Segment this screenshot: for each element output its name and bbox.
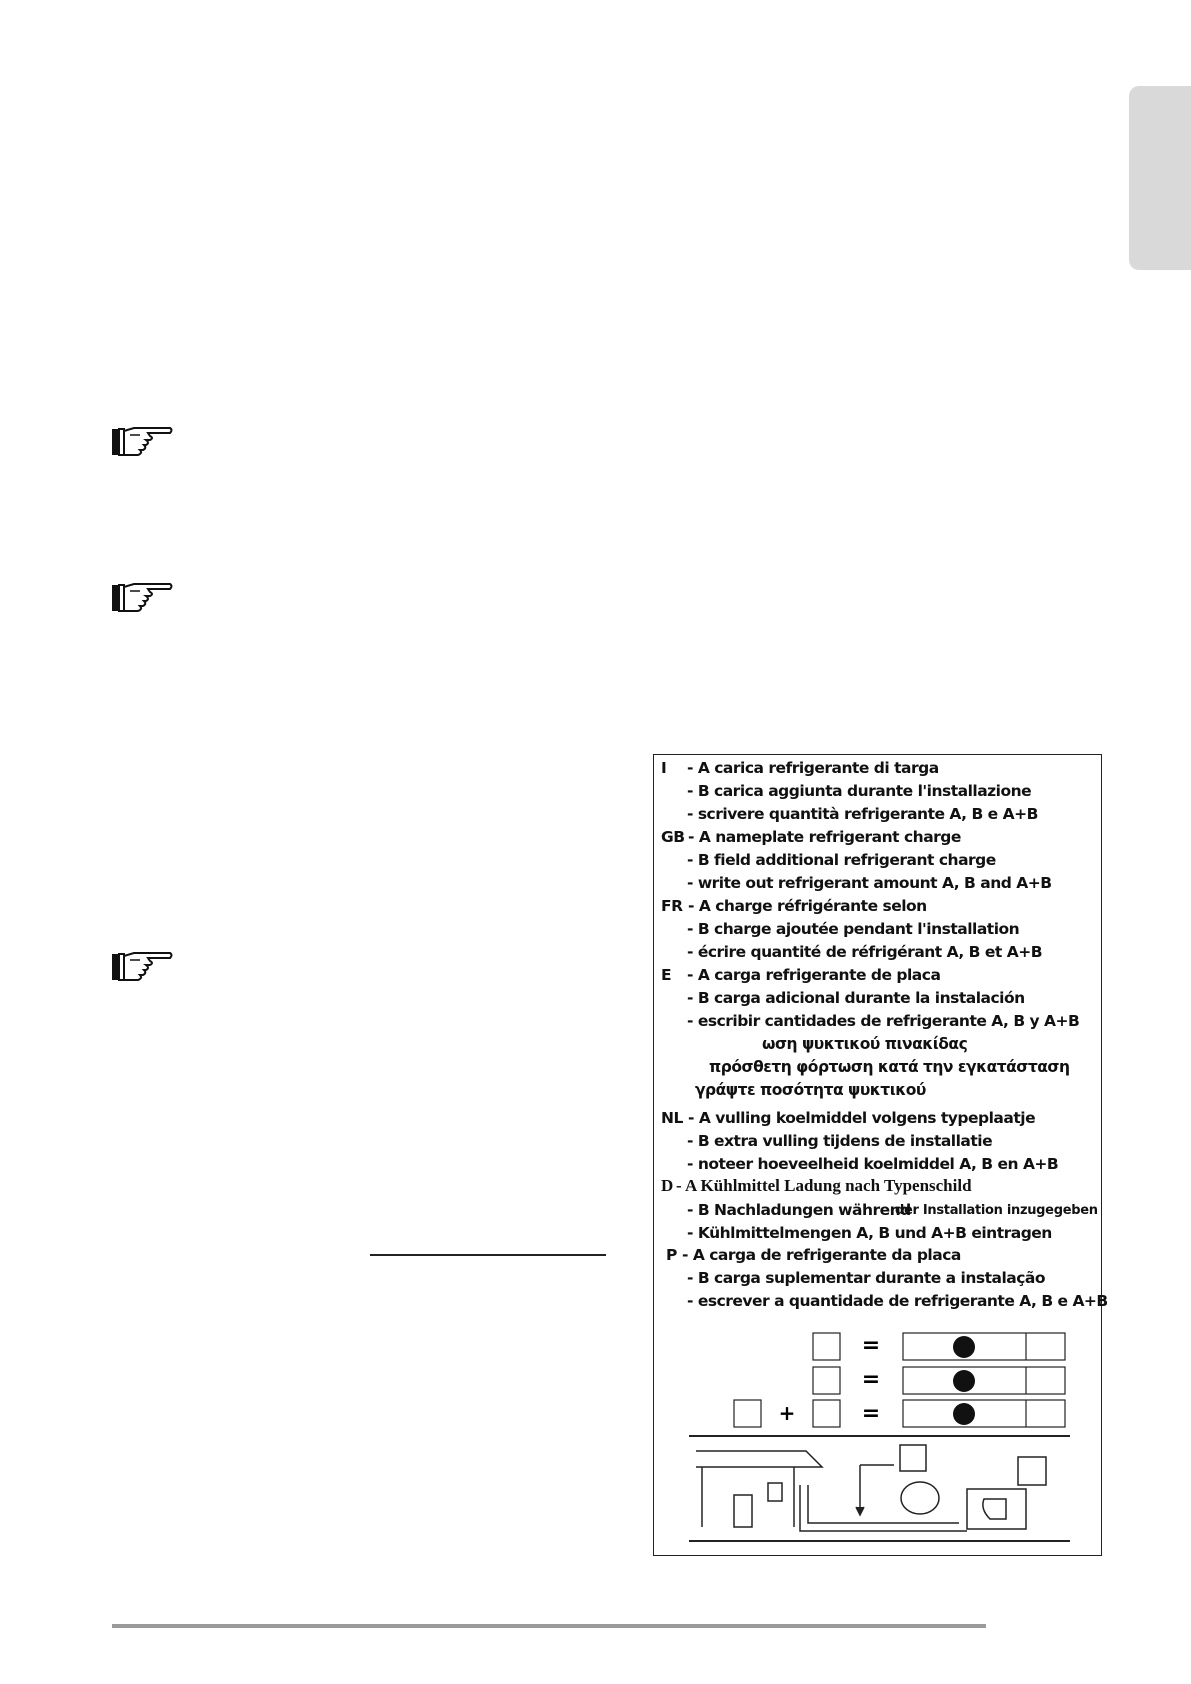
charge-diagram — [654, 755, 1103, 1557]
language-code: NL — [661, 1109, 683, 1127]
language-code: P — [666, 1246, 677, 1264]
pointing-hand-icon — [110, 581, 174, 615]
label-text: - noteer hoeveelheid koelmiddel A, B en A+B — [687, 1155, 1059, 1173]
label-text: - B charge ajoutée pendant l'installation — [687, 920, 1020, 938]
label-text: - Kühlmittelmengen A, B und A+B eintragen — [687, 1224, 1052, 1242]
equals-sign: = — [861, 1401, 881, 1426]
label-text: - B carga adicional durante la instalación — [687, 989, 1025, 1007]
label-text: - A charge réfrigérante selon — [688, 897, 927, 915]
label-text: - A Kühlmittel Ladung nach Typenschild — [676, 1176, 972, 1195]
label-text: - write out refrigerant amount A, B and A+B — [687, 874, 1052, 892]
language-side-tab — [1129, 86, 1191, 270]
language-code: D — [661, 1176, 674, 1195]
charge-result-box — [903, 1333, 1065, 1360]
language-code: FR — [661, 897, 683, 915]
footer-rule — [112, 1624, 986, 1628]
equals-sign: = — [861, 1367, 881, 1392]
charge-input-box — [813, 1333, 840, 1360]
label-text: - B carica aggiunta durante l'installazione — [687, 782, 1032, 800]
label-text: - B field additional refrigerant charge — [687, 851, 996, 869]
charge-input-box — [813, 1367, 840, 1394]
label-text: - A carga de refrigerante da placa — [682, 1246, 961, 1264]
label-text: der Installation inzugegeben — [895, 1203, 1098, 1218]
language-code: E — [661, 966, 672, 984]
label-text: γράψτε ποσότητα ψυκτικού — [695, 1081, 926, 1099]
filled-dot-icon — [953, 1370, 975, 1392]
installation-sketch — [689, 1445, 1070, 1541]
charge-input-box — [900, 1445, 926, 1471]
equals-sign: = — [861, 1333, 881, 1358]
label-text: πρόσθετη φόρτωση κατά την εγκατάσταση — [709, 1058, 1070, 1076]
signature-line — [370, 1254, 606, 1256]
label-text: - escribir cantidades de refrigerante A, B y A+B — [687, 1012, 1080, 1030]
filled-dot-icon — [953, 1403, 975, 1425]
charge-input-box — [813, 1400, 840, 1427]
label-text: - B extra vulling tijdens de installatie — [687, 1132, 993, 1150]
label-text: - scrivere quantità refrigerante A, B e A+B — [687, 805, 1038, 823]
charge-result-box — [903, 1367, 1065, 1394]
pointing-hand-icon — [110, 425, 174, 459]
pointing-hand-icon — [110, 950, 174, 984]
plus-sign: + — [778, 1401, 796, 1425]
label-text: - écrire quantité de réfrigérant A, B et A+B — [687, 943, 1043, 961]
language-code: GB — [661, 828, 685, 846]
label-text: - A nameplate refrigerant charge — [688, 828, 961, 846]
label-text: - A vulling koelmiddel volgens typeplaatje — [688, 1109, 1036, 1127]
label-text: ωση ψυκτικού πινακίδας — [762, 1035, 968, 1053]
refrigerant-charge-label — [653, 754, 1108, 1556]
language-code: I — [661, 759, 667, 777]
filled-dot-icon — [953, 1336, 975, 1358]
label-text: - B Nachladungen während — [687, 1201, 911, 1219]
charge-input-box — [1018, 1457, 1046, 1485]
charge-input-box — [734, 1400, 761, 1427]
label-text: - B carga suplementar durante a instalação — [687, 1269, 1046, 1287]
label-text: - A carica refrigerante di targa — [687, 759, 939, 777]
label-text: - escrever a quantidade de refrigerante A, B e A+B — [687, 1292, 1108, 1310]
charge-result-box — [903, 1400, 1065, 1427]
label-text: - A carga refrigerante de placa — [687, 966, 941, 984]
